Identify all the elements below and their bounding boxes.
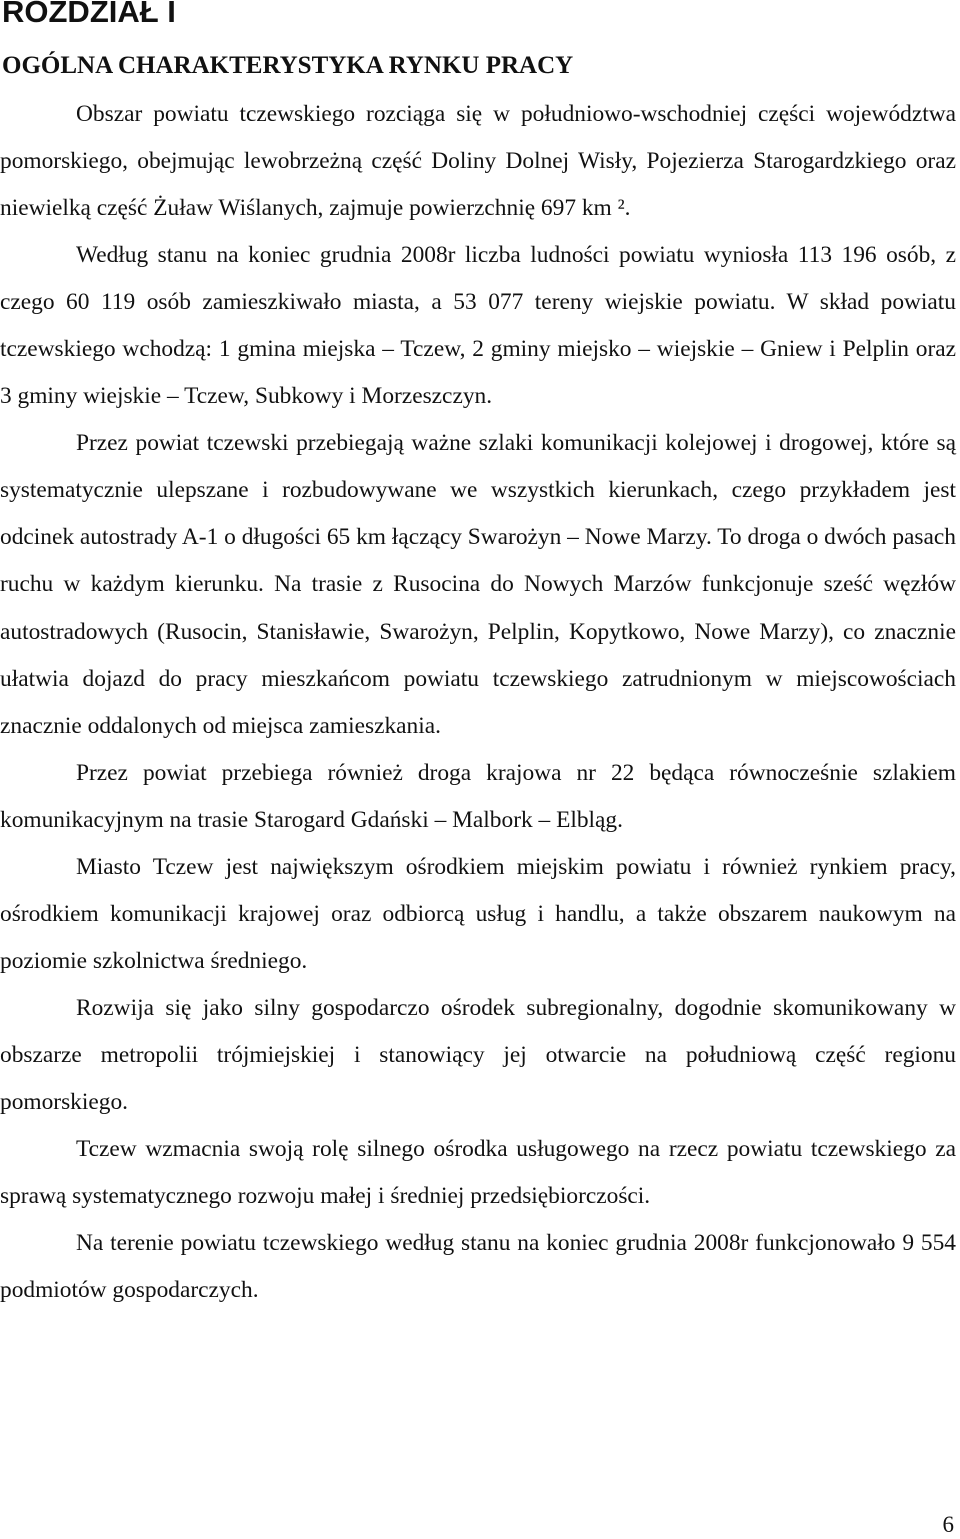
paragraph-population: Według stanu na koniec grudnia 2008r liczba ludności powiatu wyniosła 113 196 osób, z czego 60 119 osób zamieszkiwało miasta, a 53 077 tereny wiejskie powiatu. W skład powiatu tczewskiego wchodzą: 1 gmina miejska – Tczew, 2 gminy miejsko – wiejskie – Gniew i Pelplin oraz 3 gminy wiejskie – Tczew, Subkowy i Morzeszczyn. — [0, 242, 956, 410]
paragraph-service-centre: Tczew wzmacnia swoją rolę silnego ośrodka usługowego na rzecz powiatu tczewskiego za sprawą systematycznego rozwoju małej i średniej przedsiębiorczości. — [0, 1136, 956, 1210]
paragraph-subregional-centre: Rozwija się jako silny gospodarczo ośrodek subregionalny, dogodnie skomunikowany w obszarze metropolii trójmiejskiej i stanowiący jej otwarcie na południową część regionu pomorskiego. — [0, 994, 956, 1115]
body-text — [0, 91, 956, 1314]
paragraph-tczew-city: Miasto Tczew jest największym ośrodkiem miejskim powiatu i również rynkiem pracy, ośrodkiem komunikacji krajowej oraz odbiorcą usług i handlu, a także obszarem naukowym na poziomie szkolnictwa średniego. — [0, 853, 956, 974]
section-title: OGÓLNA CHARAKTERYSTYKA RYNKU PRACY — [2, 52, 574, 79]
paragraph-location: Obszar powiatu tczewskiego rozciąga się w południowo-wschodniej części województwa pomorskiego, obejmując lewobrzeżną część Doliny Dolnej Wisły, Pojezierza Starogardzkiego oraz niewielką część Żuław Wiślanych, zajmuje powierzchnię 697 km ². — [0, 101, 956, 222]
paragraph-transport-routes: Przez powiat tczewski przebiegają ważne szlaki komunikacji kolejowej i drogowej, które są systematycznie ulepszane i rozbudowywane we wszystkich kierunkach, czego przykładem jest odcinek autostrady A-1 o długości 65 km łączący Swarożyn – Nowe Marzy. To droga o dwóch pasach ruchu w każdym kierunku. Na trasie z Rusocina do Nowych Marzów funkcjonuje sześć węzłów autostradowych (Rusocin, Stanisławie, Swarożyn, Pelplin, Kopytkowo, Nowe Marzy), co znacznie ułatwia dojazd do pracy mieszkańcom powiatu tczewskiego zatrudnionym w miejscowościach znacznie oddalonych od miejsca zamieszkania. — [0, 430, 956, 739]
paragraph-national-road: Przez powiat przebiega również droga krajowa nr 22 będąca równocześnie szlakiem komunikacyjnym na trasie Starogard Gdański – Malbork – Elbląg. — [0, 759, 956, 833]
page-number: 6 — [942, 1512, 954, 1537]
paragraph-business-entities: Na terenie powiatu tczewskiego według stanu na koniec grudnia 2008r funkcjonowało 9 554 podmiotów gospodarczych. — [0, 1230, 956, 1304]
chapter-title: ROZDZIAŁ I — [2, 0, 176, 29]
